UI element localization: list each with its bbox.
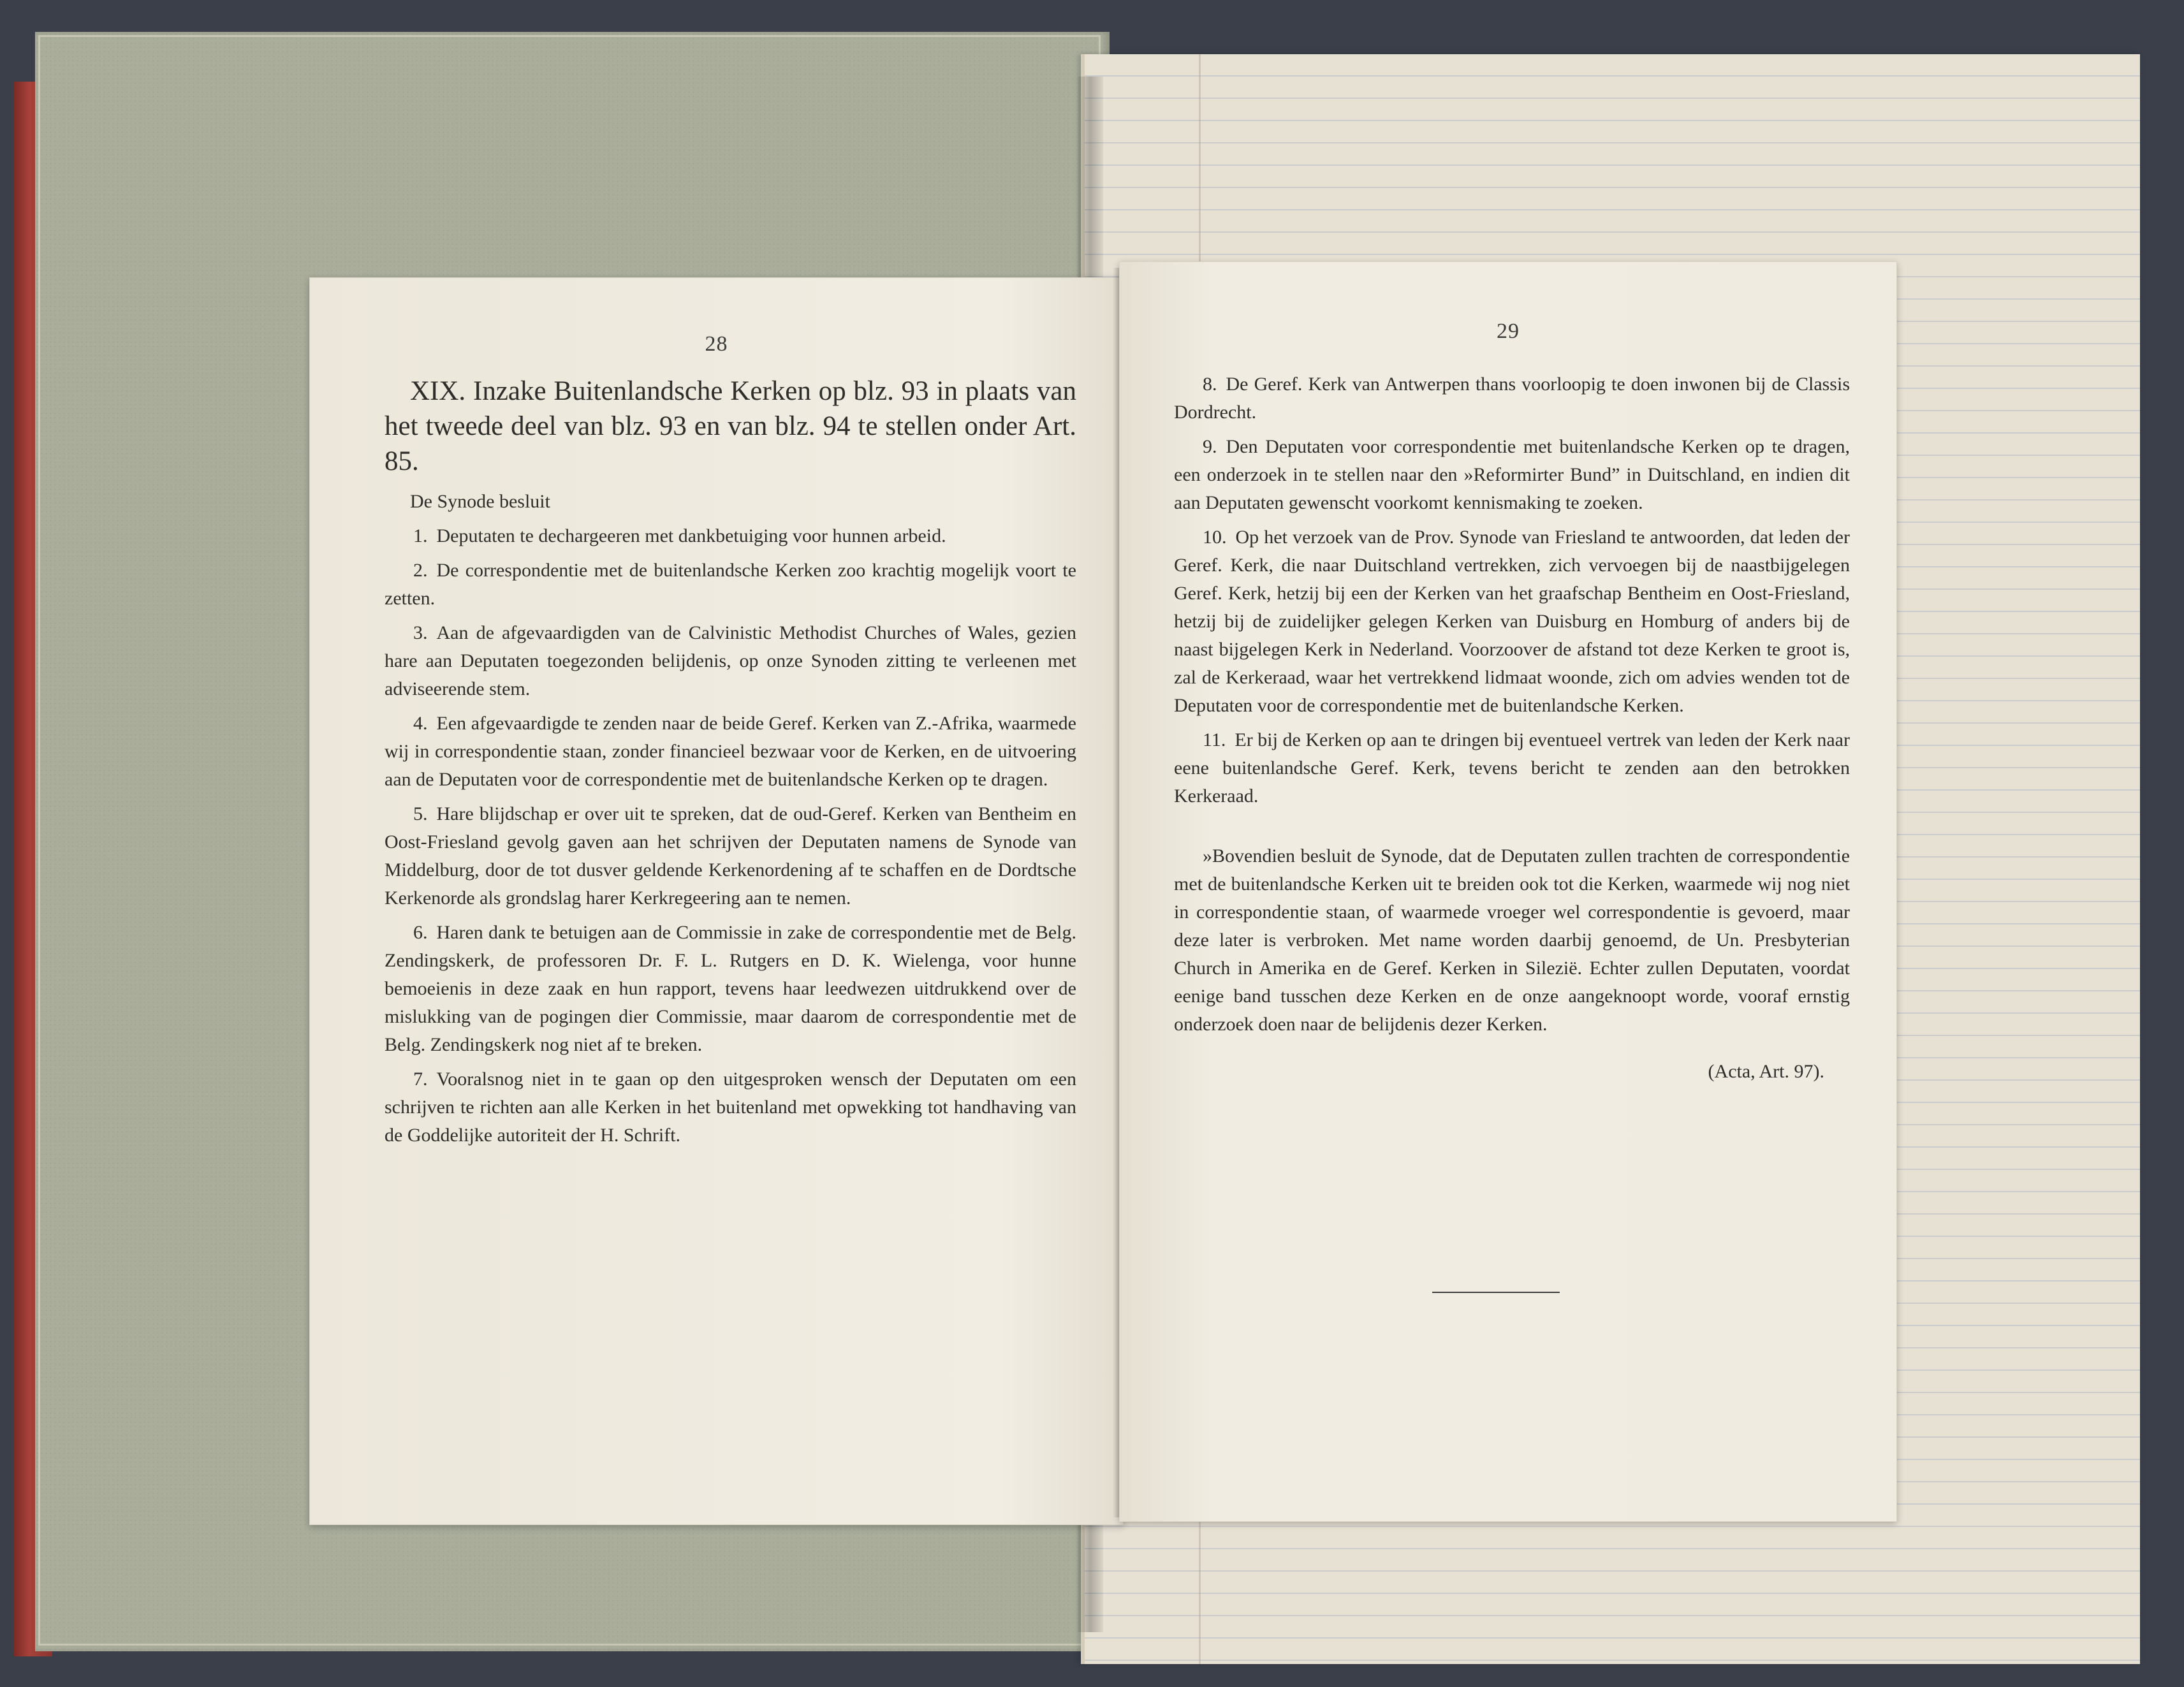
paragraph-text: Haren dank te betuigen aan de Commissie in zake de correspondentie met de Belg. Zendingskerk, de professoren Dr. F. L. Rutgers en D. K. Wielenga, voor hunne bemoeienis in deze zaak en hun rapport, tevens haar leedwezen uitdrukkend over de mislukking van de pogingen dier Commissie, maar daarom de correspondentie met de Belg. Zendingskerk nog niet af te breken. (385, 922, 1076, 1055)
numbered-paragraph (385, 710, 1076, 794)
paragraph-text: Aan de afgevaardigden van de Calvinistic Methodist Churches of Wales, gezien hare aan Deputaten toegezonden belijdenis, op onze Synoden zitting te verleenen met adviseerende stem. (385, 622, 1076, 699)
numbered-paragraph (1174, 726, 1850, 810)
section-heading: XIX. Inzake Buitenlandsche Kerken op blz. 93 in plaats van het tweede deel van blz. 93 en van blz. 94 te stellen onder Art. 85. (385, 376, 1076, 476)
paragraph-number: 9. (1203, 436, 1217, 457)
paragraph-number: 11. (1203, 729, 1226, 750)
booklet-page-left (309, 277, 1124, 1525)
page-right-content (1174, 370, 1850, 1105)
page-left-content (385, 374, 1076, 1156)
numbered-paragraph (385, 522, 1076, 550)
page-number-right: 29 (1497, 319, 1520, 343)
synode-intro: De Synode besluit (410, 491, 550, 512)
left-paragraph-list (385, 522, 1076, 1150)
paragraph-number: 10. (1203, 527, 1227, 548)
paragraph-text: Hare blijdschap er over uit te spreken, dat de oud-Geref. Kerken van Bentheim en Oost-Friesland gevolg gaven aan het schrijven der Deputaten namens de Synode van Middelburg, door de tot dusver geldende Kerkenordening af te schaffen en de Dordtsche Kerkenorde als grondslag harer Kerkregeering aan te nemen. (385, 803, 1076, 909)
numbered-paragraph (385, 557, 1076, 613)
numbered-paragraph (1174, 433, 1850, 517)
paragraph-number: 7. (413, 1069, 428, 1090)
paragraph-number: 6. (413, 922, 428, 943)
paragraph-text: De correspondentie met de buitenlandsche Kerken zoo krachtig mogelijk voort te zetten. (385, 560, 1076, 609)
numbered-paragraph (385, 919, 1076, 1059)
citation: (Acta, Art. 97). (1708, 1061, 1824, 1082)
paragraph-number: 1. (413, 525, 428, 546)
paragraph-number: 5. (413, 803, 428, 824)
paragraph-number: 8. (1203, 374, 1217, 395)
page-number-left: 28 (705, 332, 728, 356)
right-paragraph-list (1174, 370, 1850, 810)
paragraph-text: Deputaten te dechargeeren met dankbetuiging voor hunnen arbeid. (436, 525, 946, 546)
closing-paragraph: »Bovendien besluit de Synode, dat de Deputaten zullen trachten de correspondentie met de buitenlandsche Kerken uit te breiden ook tot die Kerken, waarmede wij nog niet in correspondentie staan, of waarmede vroeger wel correspondentie is gevoerd, maar deze later is verbroken. Met name worden daarbij genoemd, de Un. Presbyterian Church in Amerika en de Geref. Kerken in Silezië. Echter zullen Deputaten, voordat eenige band tusschen deze Kerken en de onze aangeknoopt worde, vooraf ernstig onderzoek doen naar de belijdenis dezer Kerken. (1174, 845, 1850, 1035)
numbered-paragraph (1174, 370, 1850, 427)
paragraph-number: 4. (413, 713, 428, 734)
paragraph-number: 3. (413, 622, 428, 643)
paragraph-text: De Geref. Kerk van Antwerpen thans voorloopig te doen inwonen bij de Classis Dordrecht. (1174, 374, 1850, 423)
numbered-paragraph (385, 1065, 1076, 1150)
numbered-paragraph (385, 619, 1076, 703)
booklet-page-right (1119, 261, 1897, 1522)
paragraph-text: Er bij de Kerken op aan te dringen bij eventueel vertrek van leden der Kerk naar eene buitenlandsche Geref. Kerk, tevens bericht te zenden aan den betrokken Kerkeraad. (1174, 729, 1850, 807)
paragraph-text: Den Deputaten voor correspondentie met buitenlandsche Kerken op te dragen, een onderzoek in te stellen naar den »Reformirter Bund” in Duitschland, en indien dit aan Deputaten gewenscht voorkomt kennismaking te zoeken. (1174, 436, 1850, 513)
numbered-paragraph (1174, 523, 1850, 720)
numbered-paragraph (385, 800, 1076, 912)
paragraph-text: Een afgevaardigde te zenden naar de beide Geref. Kerken van Z.-Afrika, waarmede wij in correspondentie staan, zonder financieel bezwaar voor de Kerken, en de uitvoering aan de Deputaten voor de correspondentie met de buitenlandsche Kerken op te dragen. (385, 713, 1076, 790)
end-rule (1432, 1292, 1560, 1293)
paragraph-text: Op het verzoek van de Prov. Synode van Friesland te antwoorden, dat leden der Geref. Kerk, die naar Duitschland vertrekken, zich vervoegen bij de naastbijgelegen Geref. Kerk, hetzij bij een der Kerken van het graafschap Bentheim en Oost-Friesland, hetzij bij de zuidelijker gelegen Kerken van Duisburg en Homburg of anders bij de naast bijgelegen Kerk in Nederland. Voorzoover de afstand tot deze Kerken te groot is, zal de Kerkeraad, waar het vertrekkend lidmaat woonde, zich om advies wenden tot de Deputaten voor de correspondentie met de buitenlandsche Kerken. (1174, 527, 1850, 716)
paragraph-number: 2. (413, 560, 428, 581)
paragraph-text: Vooralsnog niet in te gaan op den uitgesproken wensch der Deputaten om een schrijven te richten aan alle Kerken in het buitenland met opwekking tot handhaving van de Goddelijke autoriteit der H. Schrift. (385, 1069, 1076, 1146)
